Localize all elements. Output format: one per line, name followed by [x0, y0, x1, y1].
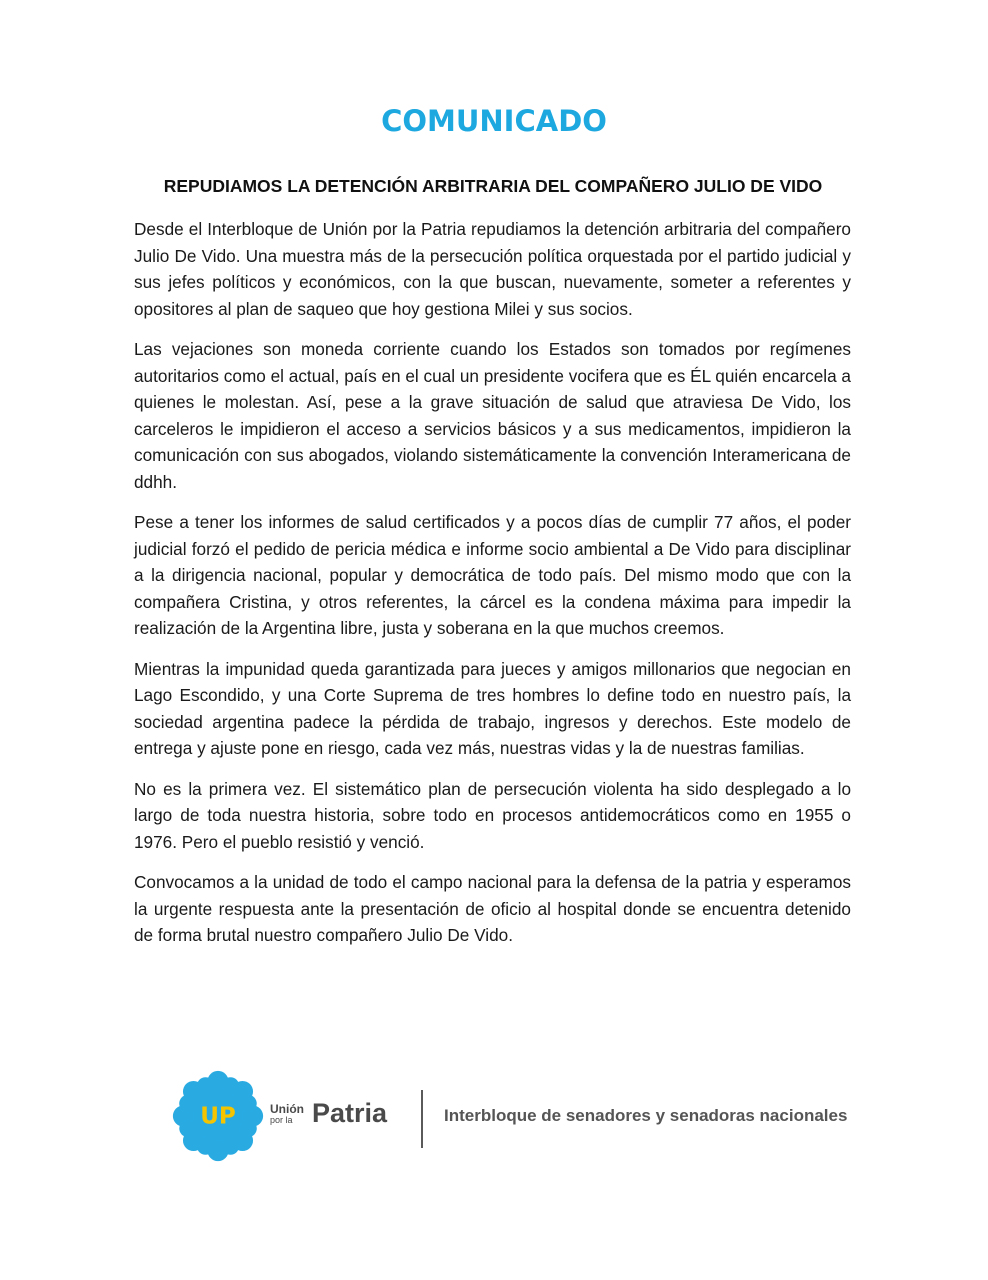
brand-por: por la	[270, 1115, 293, 1125]
sun-badge-icon	[170, 1068, 266, 1164]
paragraph: Convocamos a la unidad de todo el campo nacional para la defensa de la patria y esperamos la urgente respuesta ante la presentación de oficio al hospital donde se encuentra detenido de forma brutal nuestro compañero Julio De Vido.	[134, 872, 851, 945]
brand-patria: Patria	[312, 1098, 388, 1128]
footer-logo	[170, 1068, 870, 1168]
footer-divider	[421, 1090, 423, 1148]
paragraph: Pese a tener los informes de salud certificados y a pocos días de cumplir 77 años, el poder judicial forzó el pedido de pericia médica e informe socio ambiental a De Vido para disciplinar a la dirigencia nacional, popular y democrática de todo país. Del mismo modo que con la compañera Cristina, y otros referentes, la cárcel es la condena máxima para impedir la realización de la Argentina libre, justa y soberana en la que muchos creemos.	[134, 512, 851, 638]
logo-initials: UP	[200, 1103, 236, 1130]
brand-union: Unión	[270, 1102, 304, 1116]
brand-union-por-la	[270, 1104, 304, 1126]
paragraph: No es la primera vez. El sistemático plan de persecución violenta ha sido desplegado a lo largo de toda nuestra historia, sobre todo en procesos antidemocráticos como en 1955 o 1976. Pero el pueblo resistió y venció.	[134, 778, 851, 852]
headline: REPUDIAMOS LA DETENCIÓN ARBITRARIA DEL COMPAÑERO JULIO DE VIDO	[163, 176, 823, 196]
paragraph: Las vejaciones son moneda corriente cuando los Estados son tomados por regímenes autoritarios como el actual, país en el cual un presidente vocifera que es ÉL quién encarcela a quienes le molestan. Así, pese a la grave situación de salud que atraviesa De Vido, los carceleros le impidieron el acceso a servicios básicos y a sus medicamentos, impidieron la comunicación con sus abogados, violando sistemáticamente la convención Interamericana de ddhh.	[134, 339, 851, 492]
document-title: COMUNICADO	[381, 104, 607, 138]
body-text	[134, 216, 851, 963]
paragraph: Desde el Interbloque de Unión por la Patria repudiamos la detención arbitraria del compañero Julio De Vido. Una muestra más de la persecución política orquestada por el partido judicial y sus jefes políticos y económicos, con la que buscan, nuevamente, someter a referentes y opositores al plan de saqueo que hoy gestiona Milei y sus socios.	[134, 219, 851, 319]
interbloque-label: Interbloque de senadores y senadoras nacionales	[444, 1106, 848, 1125]
paragraph: Mientras la impunidad queda garantizada para jueces y amigos millonarios que negocian en Lago Escondido, y una Corte Suprema de tres hombres lo define todo en nuestro país, la sociedad argentina padece la pérdida de trabajo, ingresos y derechos. Este modelo de entrega y ajuste pone en riesgo, cada vez más, nuestras vidas y la de nuestras familias.	[134, 658, 851, 758]
